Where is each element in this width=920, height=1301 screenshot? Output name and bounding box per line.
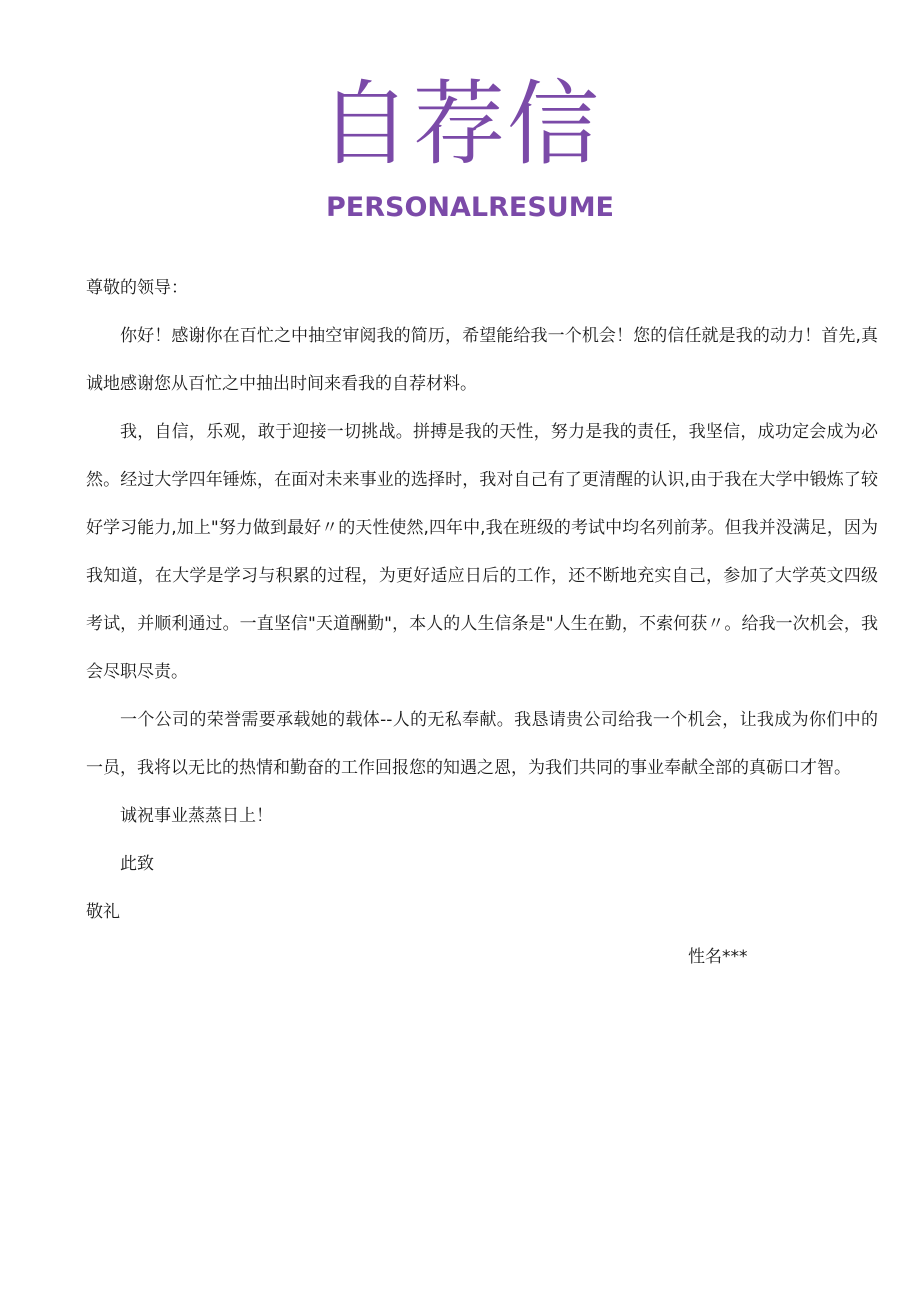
paragraph-regards: 此致 [120,854,154,874]
page-subtitle: PERSONALRESUME [325,192,615,223]
page-title: 自荐信 [318,71,601,178]
letter-body [86,264,878,936]
paragraph-intro: 你好！感谢你在百忙之中抽空审阅我的简历，希望能给我一个机会！您的信任就是我的动力！首先,真诚地感谢您从百忙之中抽出时间来看我的自荐材料。 [86,326,878,394]
closing: 敬礼 [86,902,120,922]
paragraph-self-description: 我，自信，乐观，敢于迎接一切挑战。拼搏是我的天性，努力是我的责任，我坚信，成功定会成为必然。经过大学四年锤炼，在面对未来事业的选择时，我对自己有了更清醒的认识,由于我在大学中锻炼了较好学习能力,加上"努力做到最好〃的天性使然,四年中,我在班级的考试中均名列前茅。但我并没满足，因为我知道，在大学是学习与积累的过程，为更好适应日后的工作，还不断地充实自己，参加了大学英文四级考试，并顺利通过。一直坚信"天道酬勤"，本人的人生信条是"人生在勤，不索何获〃。给我一次机会，我会尽职尽责。 [86,422,878,682]
paragraph-request: 一个公司的荣誉需要承载她的载体--人的无私奉献。我恳请贵公司给我一个机会，让我成为你们中的一员，我将以无比的热情和勤奋的工作回报您的知遇之恩，为我们共同的事业奉献全部的真砺口才智。 [86,710,878,778]
salutation: 尊敬的领导： [86,278,188,298]
paragraph-wish: 诚祝事业蒸蒸日上！ [120,806,273,826]
signature: 性名*** [688,947,748,967]
